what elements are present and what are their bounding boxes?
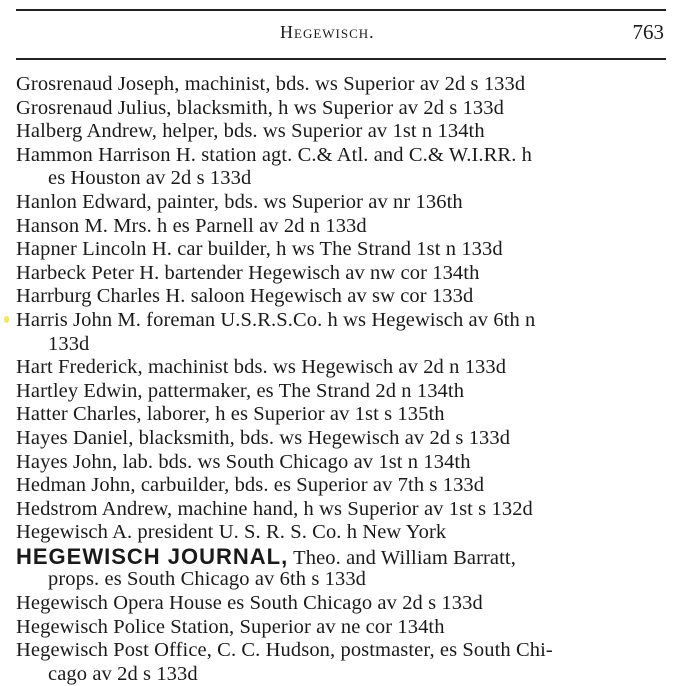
entry-continuation: props. es South Chicago av 6th s 133d bbox=[48, 568, 367, 591]
entry-line: Hammon Harrison H. station agt. C.& Atl. and C.& W.I.RR. h bbox=[16, 143, 533, 166]
entry-line: Halberg Andrew, helper, bds. ws Superior av 1st n 134th bbox=[16, 120, 485, 143]
entry-continuation: cago av 2d s 133d bbox=[48, 662, 198, 685]
top-rule bbox=[16, 9, 666, 11]
entry-line: Hartley Edwin, pattermaker, es The Strand 2d n 134th bbox=[16, 379, 465, 402]
entry-line: Grosrenaud Julius, blacksmith, h ws Superior av 2d s 133d bbox=[16, 96, 504, 119]
entry-continuation: 133d bbox=[48, 332, 90, 355]
entry-line: Hegewisch Police Station, Superior av ne cor 134th bbox=[16, 615, 445, 638]
entry-line: Harris John M. foreman U.S.R.S.Co. h ws Hegewisch av 6th n bbox=[16, 308, 536, 331]
journal-details: Theo. and William Barratt, bbox=[288, 546, 516, 569]
entry-line: Hanson M. Mrs. h es Parnell av 2d n 133d bbox=[16, 214, 367, 237]
bottom-rule bbox=[16, 58, 666, 60]
directory-entries bbox=[16, 73, 672, 686]
entry-line: Hedstrom Andrew, machine hand, h ws Superior av 1st s 132d bbox=[16, 497, 533, 520]
page-title: Hegewisch. bbox=[280, 22, 375, 42]
entry-line: Hayes John, lab. bds. ws South Chicago av 1st n 134th bbox=[16, 450, 471, 473]
entry-line-journal bbox=[16, 545, 672, 569]
entry-line: Harrburg Charles H. saloon Hegewisch av sw cor 133d bbox=[16, 285, 474, 308]
entry-line: Harbeck Peter H. bartender Hegewisch av nw cor 134th bbox=[16, 261, 480, 284]
entry-line: Hapner Lincoln H. car builder, h ws The Strand 1st n 133d bbox=[16, 238, 503, 261]
entry-line: Hegewisch A. president U. S. R. S. Co. h New York bbox=[16, 521, 447, 544]
entry-line: Hegewisch Opera House es South Chicago av 2d s 133d bbox=[16, 592, 483, 615]
journal-name: HEGEWISCH JOURNAL, bbox=[16, 543, 289, 569]
entry-line: Hegewisch Post Office, C. C. Hudson, postmaster, es South Chi- bbox=[16, 639, 553, 662]
running-head bbox=[0, 20, 676, 48]
entry-line: Hart Frederick, machinist bds. ws Hegewisch av 2d n 133d bbox=[16, 356, 507, 379]
highlight-marker bbox=[4, 316, 9, 323]
entry-continuation: es Houston av 2d s 133d bbox=[48, 167, 252, 190]
entry-line: Hanlon Edward, painter, bds. ws Superior av nr 136th bbox=[16, 190, 463, 213]
entry-line: Hatter Charles, laborer, h es Superior av 1st s 135th bbox=[16, 403, 445, 426]
entry-line: Grosrenaud Joseph, machinist, bds. ws Superior av 2d s 133d bbox=[16, 73, 526, 95]
page-number: 763 bbox=[632, 20, 664, 44]
entry-line: Hedman John, carbuilder, bds. es Superior av 7th s 133d bbox=[16, 474, 485, 497]
entry-line: Hayes Daniel, blacksmith, bds. ws Hegewisch av 2d s 133d bbox=[16, 426, 511, 449]
